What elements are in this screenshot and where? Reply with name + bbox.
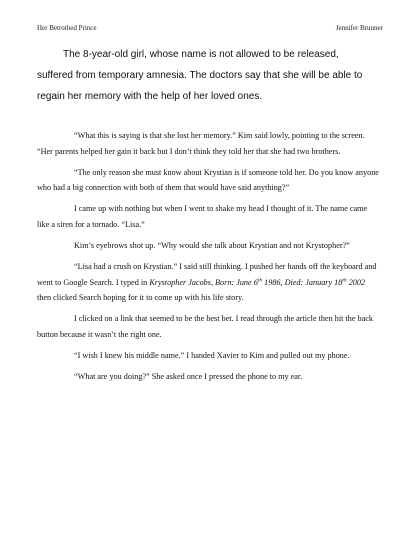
header-book-title: Her Betrothed Prince	[37, 24, 97, 32]
paragraph-text: then clicked Search hoping for it to come up with his life story.	[37, 293, 244, 303]
news-quote: The 8-year-old girl, whose name is not allowed to be released, suffered from temporary amnesia. The doctors say that she will be able to regain her memory with the help of her loved ones.	[37, 49, 363, 102]
search-query-text: 2002	[346, 277, 366, 287]
paragraph: “What this is saying is that she lost her memory.” Kim said lowly, pointing to the screen. “Her parents helped her gain it back but I don’t think they told her that she had two brothers.	[37, 131, 365, 156]
search-query-text: 1986, Died: January 18	[262, 277, 343, 287]
paragraph: “What are you doing?” She asked once I pressed the phone to my ear.	[74, 372, 303, 382]
story-body	[37, 128, 379, 390]
paragraph: “The only reason she must know about Krystian is if someone told her. Do you know anyone who had a big connection with both of them that would have said anything?”	[37, 167, 379, 193]
ordinal-suffix: th	[257, 277, 263, 284]
paragraph: I clicked on a link that seemed to be the best bet. I read through the article then hit the back button because it wasn’t the right one.	[37, 314, 373, 340]
search-query-text: Krystopher Jacobs, Born: June 6	[149, 277, 258, 287]
page-header	[37, 22, 383, 34]
ordinal-suffix: th	[342, 277, 347, 284]
paragraph-text: “Lisa had a crush on Krystian.” I said still thinking. I pushed her hands off the keyboard and went to Google Search. I typed in	[37, 262, 377, 287]
news-quote-block	[37, 44, 377, 107]
paragraph: I came up with nothing but when I went to shake my head I thought of it. The name came like a siren for a tornado. “Lisa.”	[37, 204, 368, 229]
paragraph	[37, 259, 379, 306]
paragraph: “I wish I knew his middle name.” I handed Xavier to Kim and pulled out my phone.	[74, 351, 350, 361]
header-author: Jennifer Brunner	[335, 24, 383, 32]
paragraph: Kim’s eyebrows shot up. “Why would she talk about Krystian and not Krystopher?”	[74, 241, 350, 251]
